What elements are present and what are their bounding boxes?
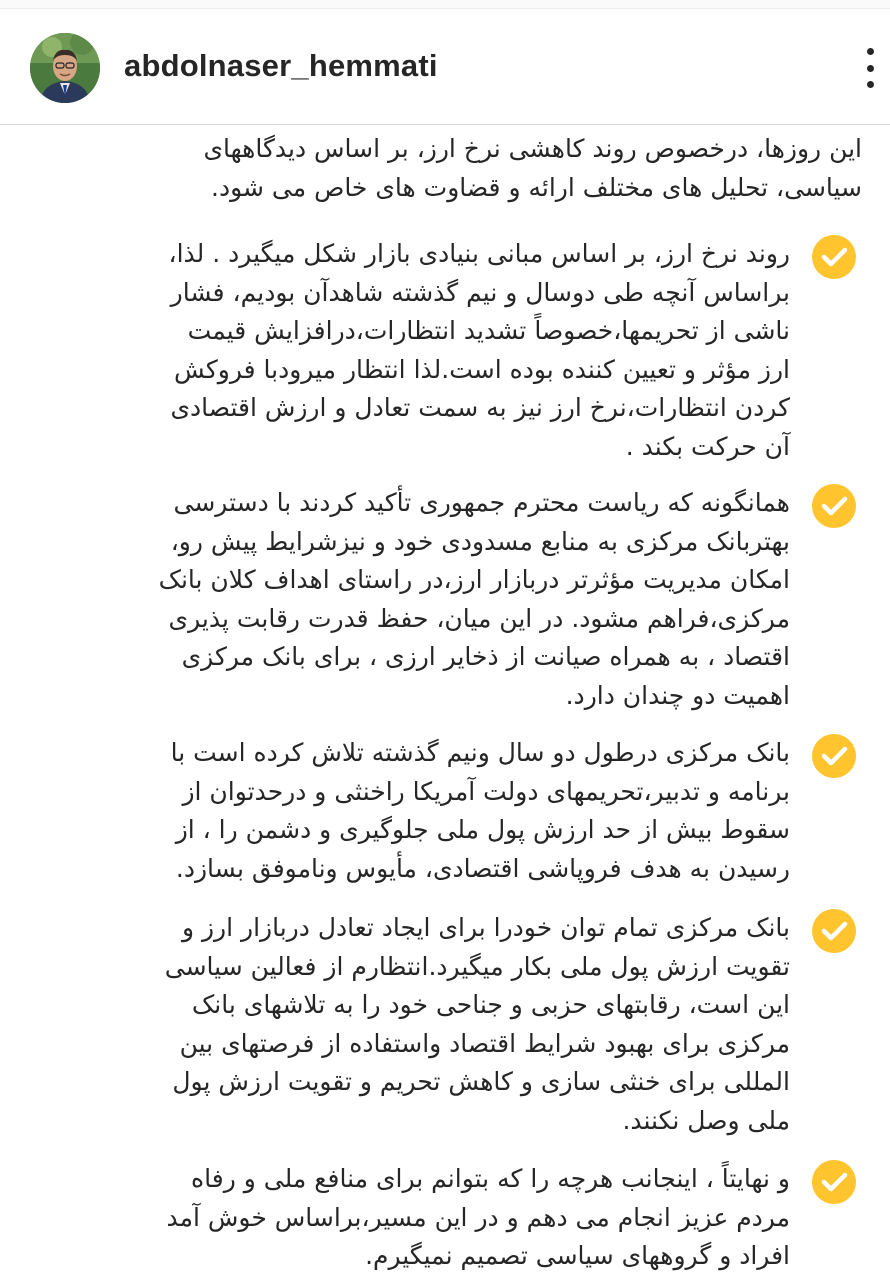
check-mark-button-icon [812, 734, 856, 778]
caption-line: سیاسی، تحلیل های مختلف ارائه و قضاوت های خاص می شود. [211, 172, 862, 202]
caption-line: بانک مرکزی تمام توان خودرا برای ایجاد تعادل دربازار ارز و [181, 913, 790, 942]
caption-line: المللی برای خنثی سازی و کاهش تحریم و تقویت ارزش پول [172, 1067, 790, 1096]
caption-paragraph [167, 1160, 791, 1276]
caption-line: مرکزی برای بهبود شرایط اقتصاد واستفاده از فرصتهای بین [179, 1028, 790, 1058]
caption-line: اقتصاد ، به همراه صیانت از ذخایر ارزی ، برای بانک مرکزی [181, 642, 790, 671]
caption-line: آن حرکت بکند . [625, 431, 790, 461]
caption-line: افراد و گروههای سیاسی تصمیم نمیگیرم. [365, 1241, 790, 1270]
username[interactable]: abdolnaser_hemmati [124, 48, 438, 83]
caption-line: این روزها، درخصوص روند کاهشی نرخ ارز، بر اساس دیدگاههای [203, 134, 862, 163]
caption-paragraph [171, 734, 790, 888]
caption-paragraph [165, 909, 790, 1140]
caption-line: همانگونه که ریاست محترم جمهوری تأکید کردند با دسترسی [173, 488, 790, 517]
caption-line: روند نرخ ارز، بر اساس مبانی بنیادی بازار شکل میگیرد . لذا، [168, 239, 790, 268]
caption-line: و نهایتاً ، اینجانب هرچه را که بتوانم برای منافع ملی و رفاه [191, 1164, 790, 1193]
caption-line: امکان مدیریت مؤثرتر دربازار ارز،در راستای اهداف کلان بانک [158, 565, 790, 594]
check-mark-button-icon [812, 909, 856, 953]
caption-line: مرکزی،فراهم مشود. در این میان، حفظ قدرت رقابت پذیری [168, 603, 790, 633]
post-header [0, 8, 890, 125]
caption-line: براساس آنچه طی دوسال و نیم گذشته شاهدآن بودیم، فشار [170, 277, 790, 307]
caption-line: برنامه و تدبیر،تحریمهای دولت آمریکا راخنثی و درحدتوان از [182, 776, 790, 806]
check-mark-button-icon [812, 235, 856, 279]
check-mark-button-icon [812, 1160, 856, 1204]
caption-line: این است، رقابتهای حزبی و جناحی خود را به تلاشهای بانک [191, 990, 790, 1019]
caption-line: ملی وصل نکنند. [622, 1105, 790, 1135]
caption-intro [203, 130, 862, 207]
caption-line: سقوط بیش از حد ارزش پول ملی جلوگیری و دشمن را ، از [175, 815, 790, 844]
caption-paragraph [169, 235, 790, 466]
caption-line: بانک مرکزی درطول دو سال ونیم گذشته تلاش کرده است با [170, 738, 790, 767]
caption-line: رسیدن به هدف فروپاشی اقتصادی، مأیوس وناموفق بسازد. [175, 853, 790, 883]
caption-line: مردم عزیز انجام می دهم و در این مسیر،براساس خوش آمد [166, 1202, 790, 1232]
caption-line: ارز مؤثر و تعیین کننده بوده است.لذا انتظار میرودبا فروکش [173, 354, 790, 384]
caption-paragraph [159, 484, 790, 715]
caption-line: کردن انتظارات،نرخ ارز نیز به سمت تعادل و ارزش اقتصادی [170, 393, 790, 422]
check-mark-button-icon [812, 484, 856, 528]
caption-line: اهمیت دو چندان دارد. [565, 680, 790, 710]
caption-line: ناشی از تحریمها،خصوصاً تشدید انتظارات،درافزایش قیمت [187, 316, 790, 345]
caption-line: تقویت ارزش پول ملی بکار میگیرد.انتظارم از فعالین سیاسی [164, 951, 790, 981]
more-options-icon[interactable] [855, 48, 885, 88]
post-caption [0, 126, 890, 1280]
avatar-image [30, 33, 100, 103]
caption-line: بهتربانک مرکزی به منابع مسدودی خود و نیزشرایط پیش رو، [170, 526, 790, 556]
avatar[interactable] [30, 33, 100, 103]
